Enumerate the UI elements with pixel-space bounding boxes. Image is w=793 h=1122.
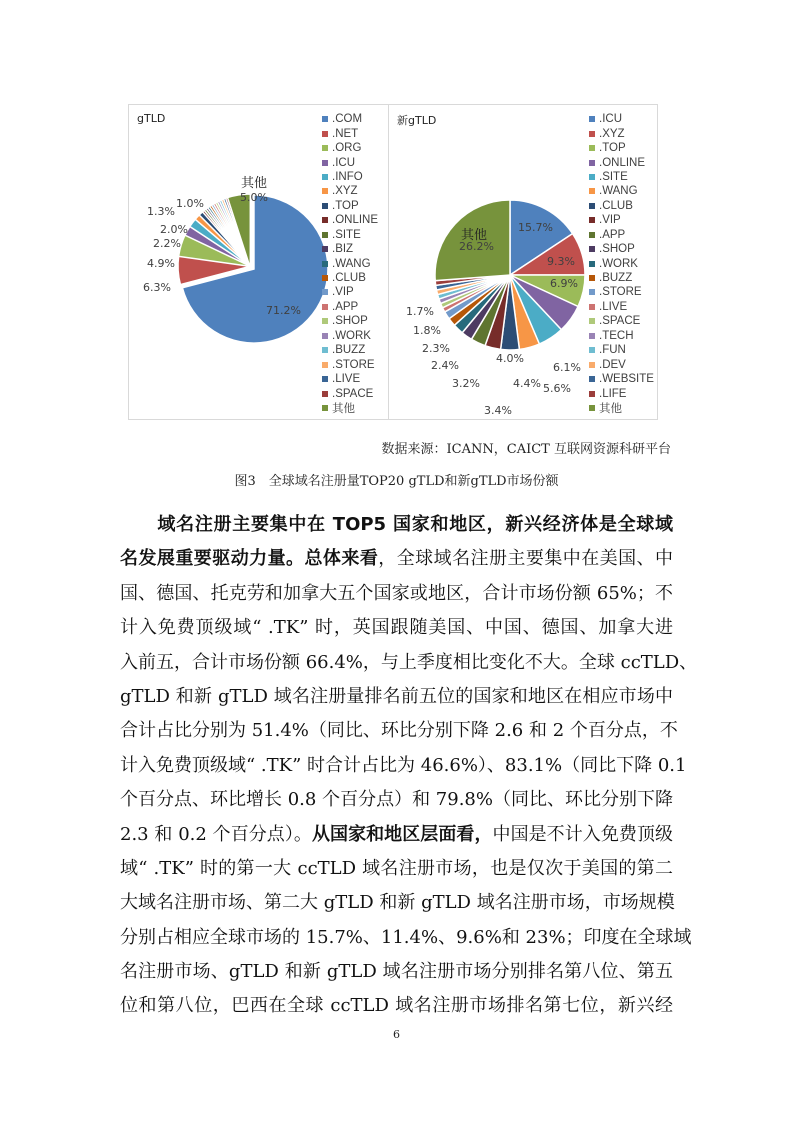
legend-item (322, 112, 378, 126)
legend-label: .WORK (599, 257, 638, 270)
text-segment: 计入免费顶级域“ .TK” 时，英国跟随美国、中国、德国、加拿大进 (120, 617, 673, 639)
legend-item (322, 329, 378, 343)
data-source: 数据来源：ICANN，CAICT 互联网资源科研平台 (381, 442, 671, 457)
text-line (120, 577, 673, 611)
legend-label: .APP (332, 300, 359, 313)
legend-item (589, 155, 654, 169)
legend-item (322, 271, 378, 285)
legend-item (322, 199, 378, 213)
legend-swatch (322, 203, 328, 209)
legend-swatch (322, 145, 328, 151)
legend-label: .STORE (599, 286, 642, 299)
legend-swatch (589, 362, 595, 368)
legend-swatch (322, 261, 328, 267)
legend-label: .CLUB (332, 272, 366, 285)
legend-item (322, 357, 378, 371)
legend-swatch (322, 232, 328, 238)
legend-label: .SPACE (599, 315, 641, 328)
text-line (120, 749, 687, 783)
data-label: 6.9% (550, 277, 578, 290)
legend-item (589, 242, 654, 256)
legend-label: .LIVE (332, 373, 361, 386)
legend-swatch (589, 405, 595, 411)
text-segment: 分别占相应全球市场的 15.7%、11.4%、9.6%和 23%；印度在全球域 (120, 926, 692, 948)
legend-label: .SHOP (599, 243, 635, 256)
legend-swatch (589, 160, 595, 166)
legend-label: .VIP (599, 214, 621, 227)
text-line (120, 611, 673, 645)
legend-swatch (589, 333, 595, 339)
legend-label: .TECH (599, 329, 634, 342)
legend-item (589, 386, 654, 400)
legend-label: .WEBSITE (599, 373, 654, 386)
legend-label: 其他 (599, 402, 622, 415)
legend-label: .LIVE (599, 300, 628, 313)
data-label: 2.3% (422, 342, 450, 355)
legend-swatch (589, 131, 595, 137)
legend-label: .DEV (599, 358, 626, 371)
legend-label: .STORE (332, 358, 375, 371)
legend-swatch (322, 347, 328, 353)
data-label: 26.2% (459, 240, 494, 253)
text-line (120, 542, 673, 576)
text-line (120, 989, 673, 1023)
legend-label: .BUZZ (599, 272, 633, 285)
legend-label: .COM (332, 113, 363, 126)
legend-swatch (589, 304, 595, 310)
legend-item (322, 170, 378, 184)
legend-swatch (322, 217, 328, 223)
legend-swatch (589, 347, 595, 353)
legend-item (589, 314, 654, 328)
legend-new-gtld (589, 112, 654, 415)
legend-label: .SITE (332, 228, 361, 241)
legend-item (322, 155, 378, 169)
legend-item (589, 199, 654, 213)
legend-swatch (589, 275, 595, 281)
legend-label: .LIFE (599, 387, 627, 400)
legend-item (322, 126, 378, 140)
data-label: 4.0% (496, 352, 524, 365)
legend-item (589, 300, 654, 314)
legend-label: .WORK (332, 329, 371, 342)
legend-swatch (322, 275, 328, 281)
legend-item (322, 242, 378, 256)
legend-item (589, 126, 654, 140)
text-line (120, 818, 673, 852)
legend-swatch (322, 131, 328, 137)
text-segment: 个百分点、环比增长 0.8 个百分点）和 79.8%（同比、环比分别下降 (120, 789, 673, 811)
data-label: 4.4% (513, 377, 541, 390)
legend-swatch (322, 318, 328, 324)
legend-label: .ICU (332, 156, 355, 169)
text-segment: ，全球域名注册主要集中在美国、中 (378, 548, 674, 570)
legend-item (322, 300, 378, 314)
data-label: 1.7% (406, 305, 434, 318)
text-line (120, 714, 678, 748)
pie-charts (0, 0, 793, 440)
text-segment: 位和第八位，巴西在全球 ccTLD 域名注册市场排名第七位，新兴经 (120, 995, 673, 1017)
data-label: 1.0% (176, 197, 204, 210)
legend-swatch (589, 376, 595, 382)
legend-label: .WANG (599, 185, 638, 198)
legend-label: .SITE (599, 170, 628, 183)
text-line (120, 783, 673, 817)
legend-label: .BIZ (332, 243, 354, 256)
data-label: 1.3% (147, 205, 175, 218)
text-segment: 中国是不计入免费顶级 (492, 823, 674, 845)
legend-swatch (589, 391, 595, 397)
legend-swatch (322, 333, 328, 339)
legend-swatch (322, 405, 328, 411)
legend-swatch (589, 203, 595, 209)
legend-item (589, 285, 654, 299)
legend-item (589, 357, 654, 371)
legend-label: .WANG (332, 257, 371, 270)
legend-label: .ONLINE (332, 214, 379, 227)
legend-swatch (589, 289, 595, 295)
bold-text: 从国家和地区层面看， (311, 823, 493, 845)
legend-item (589, 213, 654, 227)
legend-item (322, 314, 378, 328)
data-label-other-name: 其他 (241, 176, 268, 191)
legend-label: .INFO (332, 170, 363, 183)
data-label: 4.9% (147, 257, 175, 270)
text-line (120, 921, 692, 955)
text-line (120, 852, 673, 886)
legend-swatch (322, 376, 328, 382)
legend-label: .ICU (599, 113, 622, 126)
legend-swatch (589, 246, 595, 252)
legend-item (322, 386, 378, 400)
data-label: 6.3% (143, 281, 171, 294)
legend-label: .TOP (599, 142, 626, 155)
text-segment: 国、德国、托克劳和加拿大五个国家或地区，合计市场份额 65%；不 (120, 582, 673, 604)
data-label: 71.2% (266, 304, 301, 317)
text-segment: 大域名注册市场、第二大 gTLD 和新 gTLD 域名注册市场，市场规模 (120, 892, 675, 914)
legend-swatch (589, 145, 595, 151)
legend-item (322, 184, 378, 198)
page-number: 6 (393, 1028, 400, 1041)
legend-label: .XYZ (332, 185, 358, 198)
data-label: 9.3% (547, 255, 575, 268)
legend-gtld (322, 112, 378, 415)
legend-label: .ONLINE (599, 156, 646, 169)
text-segment: gTLD 和新 gTLD 域名注册量排名前五位的国家和地区在相应市场中 (120, 685, 673, 707)
legend-label: .SPACE (332, 387, 374, 400)
legend-item (322, 285, 378, 299)
legend-item (589, 141, 654, 155)
legend-item (322, 213, 378, 227)
legend-item (322, 228, 378, 242)
data-label: 5.6% (543, 382, 571, 395)
bold-text: 域名注册主要集中在 TOP5 国家和地区，新兴经济体是全球域 (120, 514, 673, 535)
text-line (120, 680, 673, 714)
text-segment: 域“ .TK” 时的第一大 ccTLD 域名注册市场，也是仅次于美国的第二 (120, 857, 673, 879)
legend-item (589, 228, 654, 242)
legend-swatch (589, 188, 595, 194)
legend-item (589, 112, 654, 126)
text-segment: 入前五，合计市场份额 66.4%，与上季度相比变化不大。全球 ccTLD、 (120, 651, 698, 673)
legend-swatch (589, 232, 595, 238)
data-label: 5.0% (240, 191, 268, 204)
legend-item (322, 141, 378, 155)
legend-item (589, 184, 654, 198)
data-label: 2.4% (431, 359, 459, 372)
legend-swatch (589, 318, 595, 324)
legend-item (589, 343, 654, 357)
text-segment: 计入免费顶级域“ .TK” 时合计占比为 46.6%）、83.1%（同比下降 0.1 (120, 754, 687, 776)
text-line (120, 886, 673, 920)
legend-swatch (322, 289, 328, 295)
legend-swatch (322, 362, 328, 368)
body-text (120, 508, 698, 1024)
text-line (120, 508, 673, 542)
legend-swatch (322, 160, 328, 166)
legend-label: .APP (599, 228, 626, 241)
legend-label: .NET (332, 127, 359, 140)
legend-label: .VIP (332, 286, 354, 299)
legend-swatch (589, 174, 595, 180)
chart-title-new-gtld: 新gTLD (397, 114, 437, 127)
figure-caption: 图3 全球域名注册量TOP20 gTLD和新gTLD市场份额 (234, 474, 559, 489)
legend-swatch (589, 116, 595, 122)
legend-item (589, 256, 654, 270)
data-label: 3.2% (452, 377, 480, 390)
legend-swatch (322, 188, 328, 194)
legend-item (589, 372, 654, 386)
data-label: 2.2% (153, 237, 181, 250)
legend-item (322, 372, 378, 386)
legend-swatch (322, 174, 328, 180)
legend-item (322, 256, 378, 270)
legend-item (322, 343, 378, 357)
legend-swatch (322, 116, 328, 122)
legend-label: .TOP (332, 199, 359, 212)
legend-item (589, 271, 654, 285)
text-line (120, 955, 673, 989)
data-label: 6.1% (553, 361, 581, 374)
legend-swatch (322, 304, 328, 310)
legend-swatch (589, 261, 595, 267)
legend-item (589, 329, 654, 343)
legend-label: .CLUB (599, 199, 633, 212)
data-label: 2.0% (160, 223, 188, 236)
legend-item (322, 401, 378, 415)
legend-label: .SHOP (332, 315, 368, 328)
legend-label: .BUZZ (332, 344, 366, 357)
legend-label: 其他 (332, 402, 355, 415)
legend-label: .FUN (599, 344, 626, 357)
data-label: 3.4% (484, 404, 512, 417)
legend-label: .ORG (332, 142, 362, 155)
bold-text: 名发展重要驱动力量。总体来看 (120, 548, 379, 570)
legend-swatch (589, 217, 595, 223)
data-label: 1.8% (413, 324, 441, 337)
chart-title-gtld: gTLD (137, 112, 166, 125)
text-segment: 合计占比分别为 51.4%（同比、环比分别下降 2.6 和 2 个百分点，不 (120, 720, 678, 742)
legend-swatch (322, 391, 328, 397)
legend-label: .XYZ (599, 127, 625, 140)
data-label: 15.7% (518, 221, 553, 234)
text-line (120, 646, 698, 680)
legend-item (589, 170, 654, 184)
text-segment: 名注册市场、gTLD 和新 gTLD 域名注册市场分别排名第八位、第五 (120, 961, 673, 983)
text-segment: 2.3 和 0.2 个百分点）。 (120, 823, 312, 845)
legend-item (589, 401, 654, 415)
data-label-other-name: 其他 (461, 228, 488, 243)
legend-swatch (322, 246, 328, 252)
